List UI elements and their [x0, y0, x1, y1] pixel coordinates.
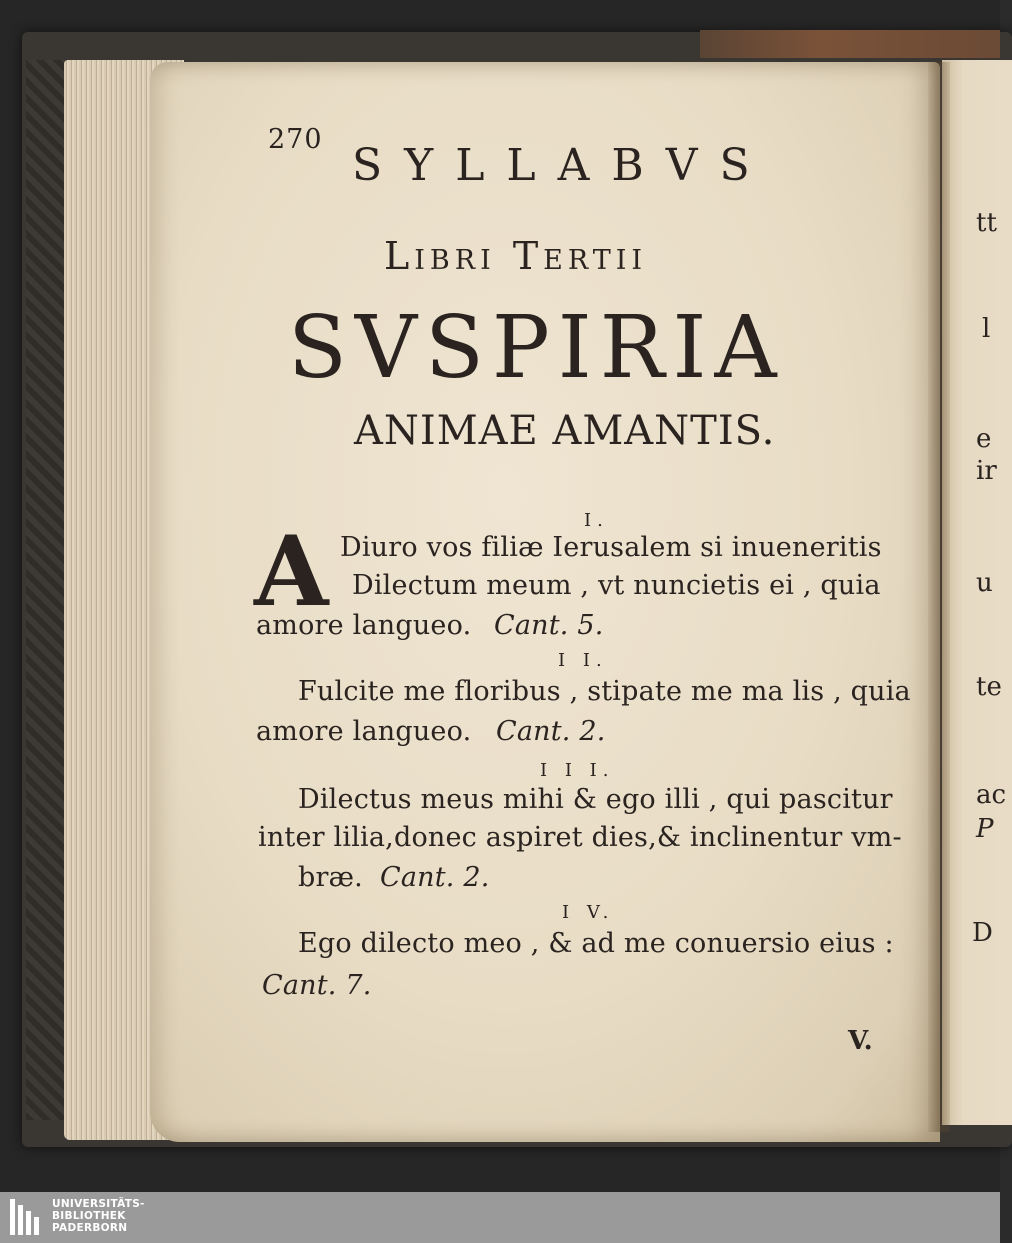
verse-numeral: I.: [584, 510, 609, 531]
logo-line: BIBLIOTHEK: [52, 1210, 126, 1222]
verse-numeral: I I.: [558, 650, 608, 671]
title-animae-amantis: ANIMAE AMANTIS.: [354, 408, 776, 454]
logo-line: UNIVERSITÄTS-: [52, 1198, 145, 1210]
library-logo-icon: [10, 1199, 46, 1235]
right-page-fragment: P: [976, 814, 994, 844]
right-page-fragment: ir: [976, 456, 997, 486]
verse-line: amore langueo.: [256, 610, 472, 641]
verse-reference: Cant. 2.: [380, 862, 490, 893]
logo-line: PADERBORN: [52, 1222, 128, 1234]
right-page-fragment: tt: [976, 208, 997, 238]
title-libri-tertii: Libri Tertii: [384, 234, 648, 278]
verse-line: Fulcite me floribus , stipate me ma lis , quia: [298, 676, 911, 707]
catchword: V.: [848, 1026, 873, 1056]
right-page-fragment: ac: [976, 780, 1007, 810]
book-spine: [26, 60, 69, 1120]
right-page-fragment: l: [982, 314, 991, 344]
library-logo-text: [52, 1198, 145, 1234]
verse-reference: Cant. 7.: [262, 970, 372, 1001]
verse-line: Diuro vos filiæ Ierusalem si inueneritis: [340, 532, 882, 563]
verse-reference: Cant. 5.: [494, 610, 604, 641]
right-page-fragment: u: [976, 568, 993, 598]
verse-reference: Cant. 2.: [496, 716, 606, 747]
leather-spine-top: [700, 30, 1000, 58]
footer-bar: [0, 1192, 1000, 1243]
page-gutter: [928, 62, 950, 1132]
verse-line: bræ.: [298, 862, 363, 893]
title-suspiria: SVSPIRIA: [288, 298, 785, 398]
verse-numeral: I V.: [562, 902, 615, 923]
verse-line: inter lilia,donec aspiret dies,& inclinentur vm-: [258, 822, 902, 853]
verse-line: amore langueo.: [256, 716, 472, 747]
verse-line: Ego dilecto meo , & ad me conuersio eius :: [298, 928, 894, 959]
verse-line: Dilectum meum , vt nuncietis ei , quia: [352, 570, 881, 601]
verse-line: Dilectus meus mihi & ego illi , qui pascitur: [298, 784, 893, 815]
title-syllabus: SYLLABVS: [352, 140, 772, 191]
drop-cap: A: [254, 515, 329, 628]
verse-numeral: I I I.: [540, 760, 615, 781]
right-page-fragment: D: [972, 918, 993, 948]
right-page-fragment: te: [976, 672, 1002, 702]
page-number: 270: [268, 124, 323, 155]
right-page-fragment: e: [976, 424, 992, 454]
